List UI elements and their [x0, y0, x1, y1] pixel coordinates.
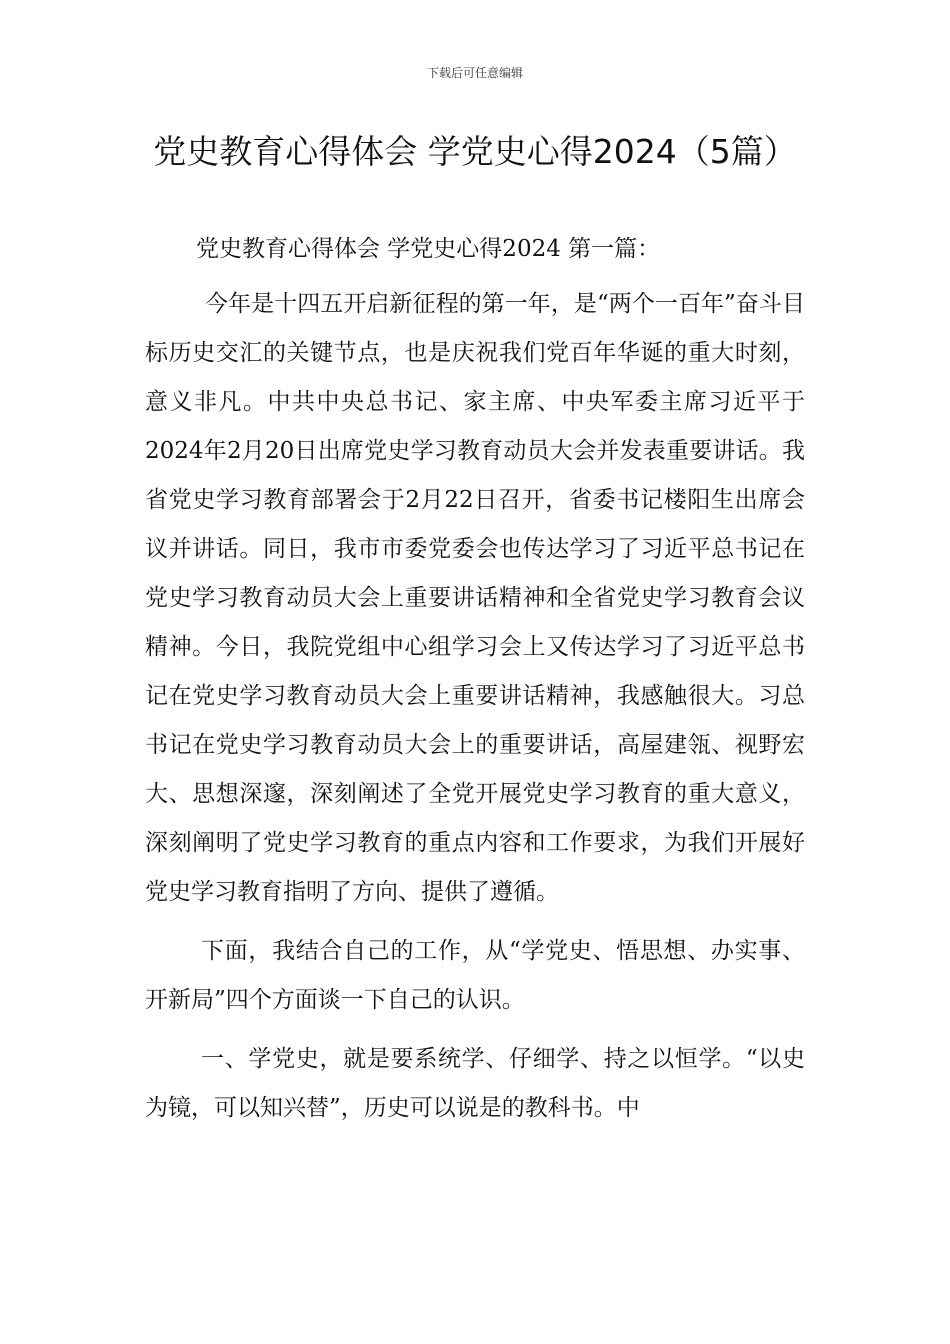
document-body: [145, 280, 805, 1133]
page-header-note: 下载后可任意编辑: [426, 66, 523, 80]
paragraph-2: 下面，我结合自己的工作，从“学党史、悟思想、办实事、开新局”四个方面谈一下自己的认识。: [145, 938, 805, 1013]
section-subheading: 党史教育心得体会 学党史心得2024 第一篇：: [196, 236, 661, 262]
paragraph-3: 一、学党史，就是要系统学、仔细学、持之以恒学。“以史为镜，可以知兴替”，历史可以说是的教科书。中: [145, 1046, 805, 1121]
document-title: 党史教育心得体会 学党史心得2024（5篇）: [153, 132, 797, 171]
paragraph-1: 今年是十四五开启新征程的第一年，是“两个一百年”奋斗目标历史交汇的关键节点，也是庆祝我们党百年华诞的重大时刻，意义非凡。中共中央总书记、家主席、中央军委主席习近平于2024年2月20日出席党史学习教育动员大会并发表重要讲话。我省党史学习教育部署会于2月22日召开，省委书记楼阳生出席会议并讲话。同日，我市市委党委会也传达学习了习近平总书记在党史学习教育动员大会上重要讲话精神和全省党史学习教育会议精神。今日，我院党组中心组学习会上又传达学习了习近平总书记在党史学习教育动员大会上重要讲话精神，我感触很大。习总书记在党史学习教育动员大会上的重要讲话，高屋建瓴、视野宏大、思想深邃，深刻阐述了全党开展党史学习教育的重大意义，深刻阐明了党史学习教育的重点内容和工作要求，为我们开展好党史学习教育指明了方向、提供了遵循。: [145, 291, 805, 905]
